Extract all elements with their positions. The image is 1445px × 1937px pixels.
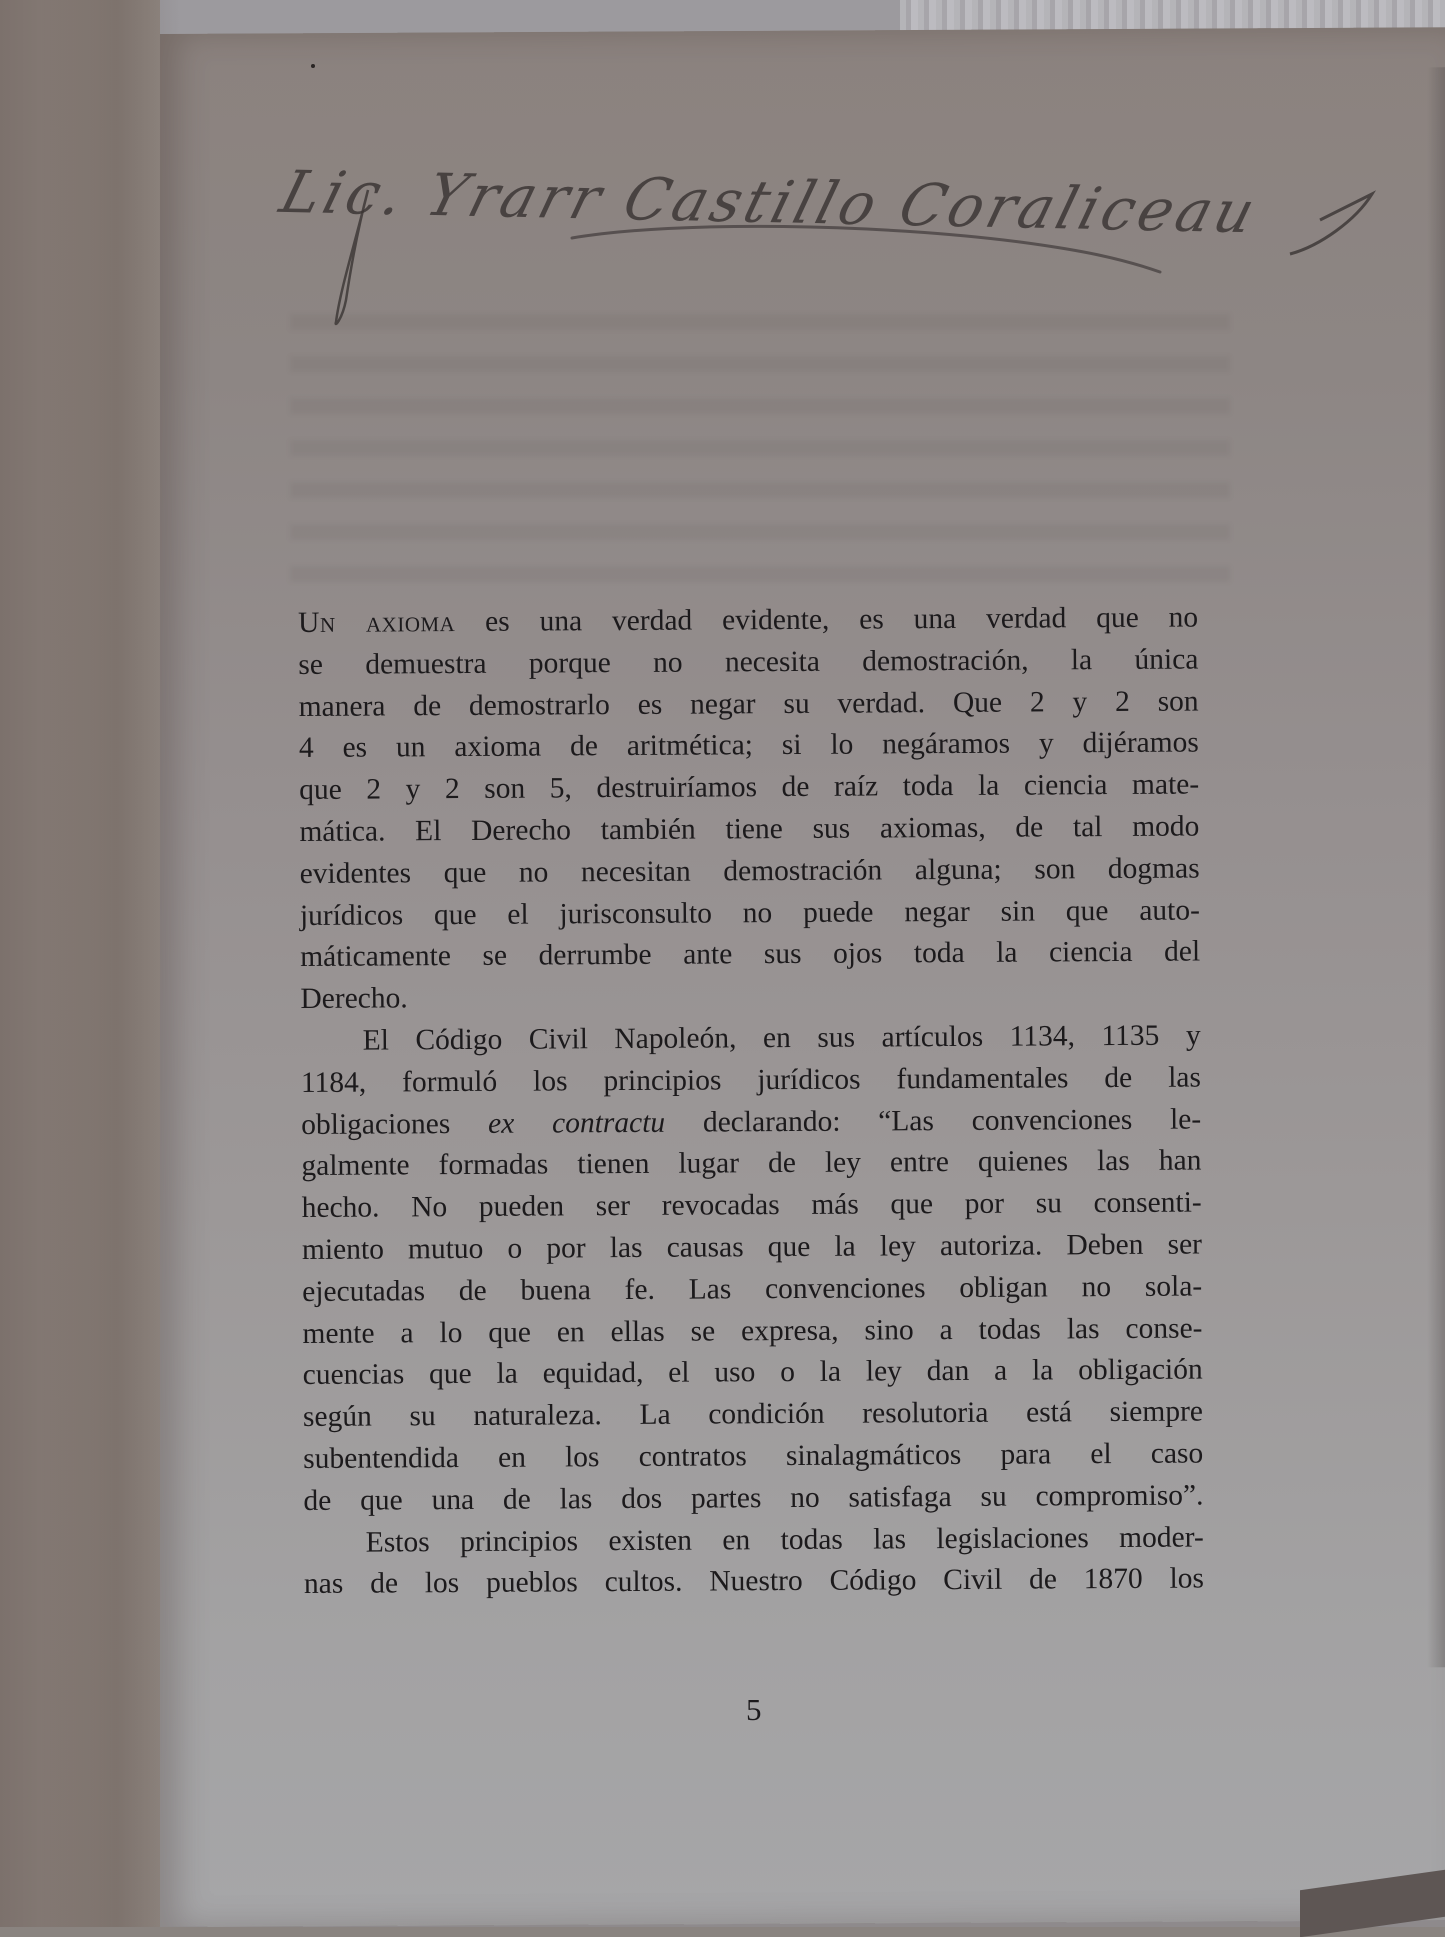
- text-line: cuencias que la equidad, el uso o la ley dan a la obligación: [302, 1353, 1203, 1392]
- text-line: 4 es un axioma de aritmética; si lo negáramos y dijéramos: [298, 726, 1199, 765]
- text-line: 1184, formuló los principios jurídicos fundamentales de las: [300, 1061, 1202, 1099]
- latin-term: ex contractu: [487, 1106, 666, 1140]
- text-line: máticamente se derrumbe ante sus ojos toda la ciencia del: [300, 935, 1201, 974]
- text-line: galmente formadas tienen lugar de ley entre quienes las han: [301, 1144, 1202, 1183]
- bleed-through-text: [290, 300, 1230, 600]
- text-line: se demuestra porque no necesita demostración, la única: [298, 643, 1199, 681]
- text-line: jurídicos que el jurisconsulto no puede negar sin que auto-: [299, 894, 1200, 932]
- text-line: ejecutadas de buena fe. Las convenciones obligan no sola-: [302, 1270, 1203, 1308]
- text-line: hecho. No pueden ser revocadas más que por su consenti-: [301, 1186, 1202, 1225]
- page-edge-shadow: [1427, 67, 1445, 1667]
- body-text: [298, 598, 1204, 1607]
- text-line: Derecho.: [300, 982, 408, 1016]
- text-line: según su naturaleza. La condición resolutoria está siempre: [302, 1395, 1204, 1434]
- text-line: subentendida en los contratos sinalagmáticos para el caso: [303, 1437, 1204, 1475]
- ink-speck: [311, 64, 315, 68]
- text-line: El Código Civil Napoleón, en sus artículos 1134, 1135 y: [362, 1019, 1201, 1057]
- text-line: Un axioma es una verdad evidente, es una verdad que no: [298, 601, 1199, 639]
- text-line: Estos principios existen en todas las legislaciones moder-: [365, 1521, 1204, 1559]
- text-line: mática. El Derecho también tiene sus axiomas, de tal modo: [299, 810, 1200, 848]
- text-line: mente a lo que en ellas se expresa, sino a todas las conse-: [302, 1312, 1203, 1350]
- text-line: de que una de las dos partes no satisfaga su compromiso”.: [303, 1479, 1204, 1517]
- text-line: miento mutuo o por las causas que la ley autoriza. Deben ser: [301, 1228, 1203, 1266]
- signature-text: Lic. Yrarr Castillo Coraliceau: [273, 157, 1266, 247]
- text-line: nas de los pueblos cultos. Nuestro Código Civil de 1870 los: [303, 1562, 1205, 1601]
- text-line: evidentes que no necesitan demostración alguna; son dogmas: [299, 852, 1200, 890]
- handwritten-signature: [260, 150, 1380, 330]
- book-gutter: [40, 0, 180, 1927]
- text-line: manera de demostrarlo es negar su verdad. Que 2 y 2 son: [298, 685, 1199, 723]
- text-line: obligaciones ex contractu declarando: “Las convenciones le-: [301, 1103, 1202, 1141]
- page-number: 5: [746, 1692, 762, 1727]
- text-line: que 2 y 2 son 5, destruiríamos de raíz toda la ciencia mate-: [299, 768, 1200, 807]
- lead-in-smallcaps: Un axioma: [298, 606, 456, 639]
